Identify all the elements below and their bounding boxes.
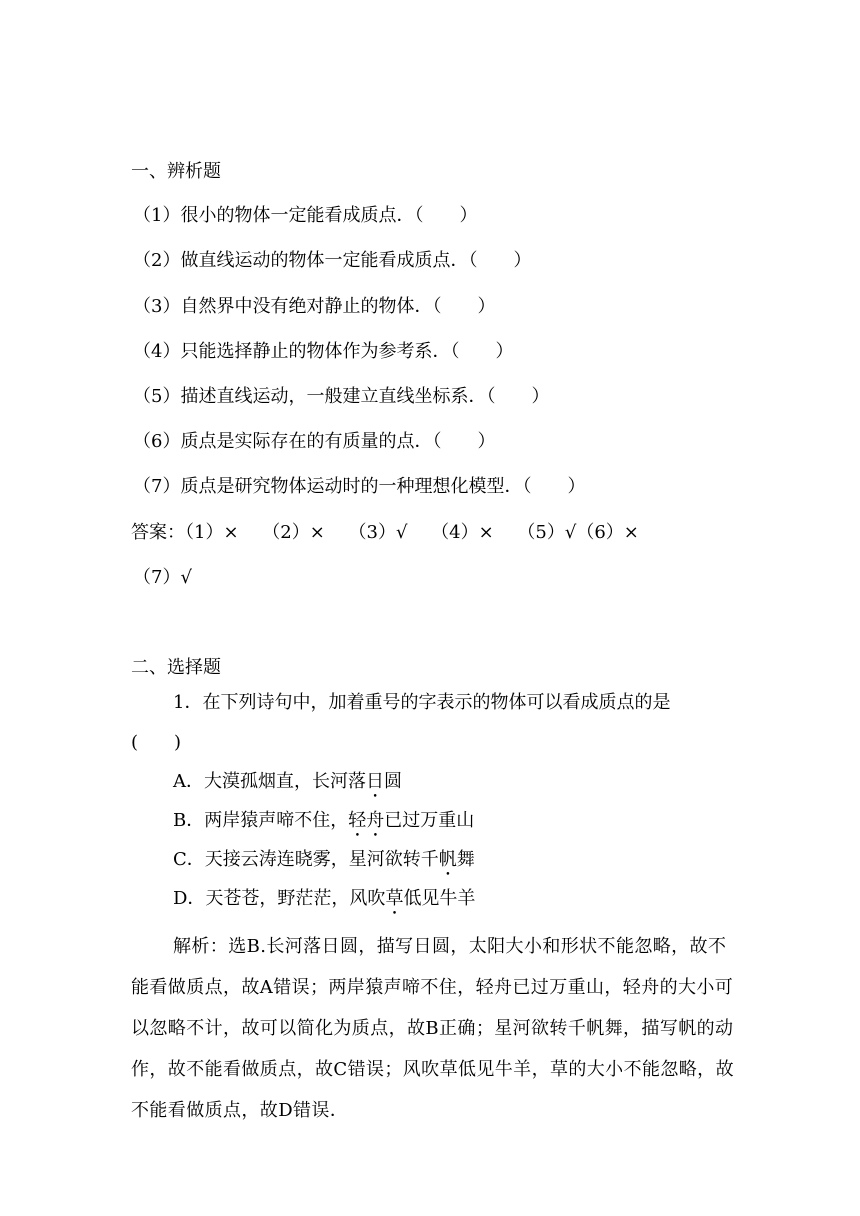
judge-item-7: （7）质点是研究物体运动时的一种理想化模型．（ ） [133, 476, 586, 497]
option-c-pre: C．天接云涛连晓雾，星河欲转千 [173, 849, 439, 870]
question-line-1: 1．在下列诗句中，加着重号的字表示的物体可以看成质点的是 [173, 692, 671, 713]
option-a-pre: A．大漠孤烟直，长河落 [173, 771, 366, 792]
judge-item-1: （1）很小的物体一定能看成质点．（ ） [133, 205, 478, 226]
option-a-post: 圆 [384, 771, 402, 792]
option-d [173, 887, 475, 919]
option-b [173, 809, 474, 841]
judge-item-3: （3）自然界中没有绝对静止的物体．（ ） [133, 296, 496, 317]
option-b-post: 已过万重山 [384, 810, 475, 831]
section2-heading: 二、选择题 [131, 657, 221, 678]
option-b-emphasis: 轻舟 [348, 810, 385, 831]
analysis-paragraph: 解析：选B.长河落日圆，描写日圆，太阳大小和形状不能忽略，故不能看做质点，故A错误；两岸猿声啼不住，轻舟已过万重山，轻舟的大小可以忽略不计，故可以简化为质点，故B正确；星河欲转千帆舞，描写帆的动作，故不能看做质点，故C错误；风吹草低见牛羊，草的大小不能忽略，故不能看做质点，故D错误． [131, 936, 734, 1121]
section1-heading: 一、辨析题 [131, 161, 221, 182]
option-d-emphasis: 草 [385, 888, 404, 909]
option-c-emphasis: 帆 [438, 849, 457, 870]
answer-line-1: 答案：（1）× （2）× （3）√ （4）× （5）√（6）× [131, 522, 639, 543]
question-line-2: ( ) [131, 732, 182, 753]
judge-item-5: （5）描述直线运动，一般建立直线坐标系．（ ） [133, 386, 550, 407]
judge-item-4: （4）只能选择静止的物体作为参考系．（ ） [133, 341, 514, 362]
option-c-post: 舞 [456, 849, 475, 870]
option-a [173, 770, 402, 802]
answer-line-2: （7）√ [133, 567, 192, 588]
option-c [173, 848, 475, 880]
option-b-pre: B．两岸猿声啼不住， [173, 810, 349, 831]
option-d-pre: D．天苍苍，野茫茫，风吹 [173, 888, 386, 909]
judge-item-2: （2）做直线运动的物体一定能看成质点．（ ） [133, 250, 532, 271]
judge-item-6: （6）质点是实际存在的有质量的点．（ ） [133, 431, 496, 452]
option-a-emphasis: 日 [366, 771, 384, 792]
option-d-post: 低见牛羊 [403, 888, 476, 909]
